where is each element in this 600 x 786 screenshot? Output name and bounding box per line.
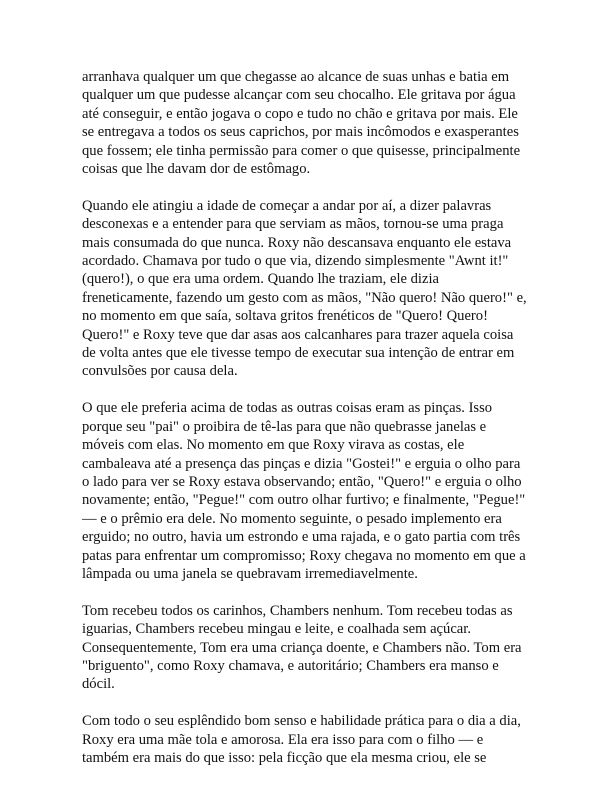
text-line: móveis com elas. No momento em que Roxy virava as costas, ele bbox=[82, 437, 465, 454]
paragraph-1 bbox=[82, 68, 521, 178]
body-text bbox=[82, 68, 527, 786]
text-line: também era mais do que isso: pela ficção que ela mesma criou, ele se bbox=[82, 749, 487, 766]
text-line: lâmpada ou uma janela se quebravam irremediavelmente. bbox=[82, 565, 418, 582]
text-line: novamente; então, "Pegue!" com outro olhar furtivo; e finalmente, "Pegue!" bbox=[82, 492, 526, 509]
text-line: iguarias, Chambers recebeu mingau e leite, e coalhada sem açúcar. bbox=[82, 621, 471, 638]
text-line: de volta antes que ele tivesse tempo de executar sua intenção de entrar em bbox=[82, 345, 515, 362]
text-line: convulsões por causa dela. bbox=[82, 363, 238, 380]
text-line: cambaleava até a presença das pinças e dizia "Gostei!" e erguia o olho para bbox=[82, 455, 521, 472]
text-line: Roxy era uma mãe tola e amorosa. Ela era isso para com o filho — e bbox=[82, 731, 484, 748]
text-line: (quero!), o que era uma ordem. Quando lhe traziam, ele dizia bbox=[82, 271, 439, 288]
text-line: arranhava qualquer um que chegasse ao alcance de suas unhas e batia em bbox=[82, 69, 510, 85]
text-line: porque seu "pai" o proibira de tê-las para que não quebrasse janelas e bbox=[82, 418, 487, 435]
text-line: erguido; no outro, havia um estrondo e uma rajada, e o gato partia com três bbox=[82, 529, 521, 546]
text-line: Com todo o seu esplêndido bom senso e habilidade prática para o dia a dia, bbox=[82, 713, 521, 730]
text-line: — e o prêmio era dele. No momento seguinte, o pesado implemento era bbox=[82, 510, 502, 527]
paragraph-4 bbox=[82, 602, 522, 694]
paragraph-2 bbox=[82, 197, 527, 381]
text-line: freneticamente, fazendo um gesto com as mãos, "Não quero! Não quero!" e, bbox=[82, 289, 527, 306]
text-line: patas para enfrentar um compromisso; Roxy chegava no momento em que a bbox=[82, 547, 526, 564]
text-line: Consequentemente, Tom era uma criança doente, e Chambers não. Tom era bbox=[82, 639, 522, 656]
text-line: O que ele preferia acima de todas as outras coisas eram as pinças. Isso bbox=[82, 400, 493, 417]
text-line: Quero!" e Roxy teve que dar asas aos calcanhares para trazer aquela coisa bbox=[82, 326, 514, 343]
text-line: se entregava a todos os seus caprichos, por mais incômodos e exasperantes bbox=[82, 124, 519, 141]
text-line: o lado para ver se Roxy estava observando; então, "Quero!" e erguia o olho bbox=[82, 473, 522, 490]
text-line: no momento em que saía, soltava gritos frenéticos de "Quero! Quero! bbox=[82, 308, 488, 325]
text-line: acordado. Chamava por tudo o que via, dizendo simplesmente "Awnt it!" bbox=[82, 253, 509, 270]
text-line: mais consumada do que nunca. Roxy não descansava enquanto ele estava bbox=[82, 234, 512, 251]
text-line: coisas que lhe davam dor de estômago. bbox=[82, 161, 311, 178]
text-line: dócil. bbox=[82, 676, 115, 693]
paragraph-5 bbox=[82, 712, 521, 767]
text-line: Quando ele atingiu a idade de começar a andar por aí, a dizer palavras bbox=[82, 197, 492, 214]
text-line: até conseguir, e então jogava o copo e tudo no chão e gritava por mais. Ele bbox=[82, 105, 518, 122]
paragraph-3 bbox=[82, 399, 526, 583]
text-line: qualquer um que pudesse alcançar com seu chocalho. Ele gritava por água bbox=[82, 87, 516, 104]
text-line: Tom recebeu todos os carinhos, Chambers nenhum. Tom recebeu todas as bbox=[82, 602, 513, 619]
text-line: "briguento", como Roxy chamava, e autoritário; Chambers era manso e bbox=[82, 657, 499, 674]
text-line: que fossem; ele tinha permissão para comer o que quisesse, principalmente bbox=[82, 142, 521, 159]
text-line: desconexas e a entender para que serviam as mãos, tornou-se uma praga bbox=[82, 216, 504, 233]
